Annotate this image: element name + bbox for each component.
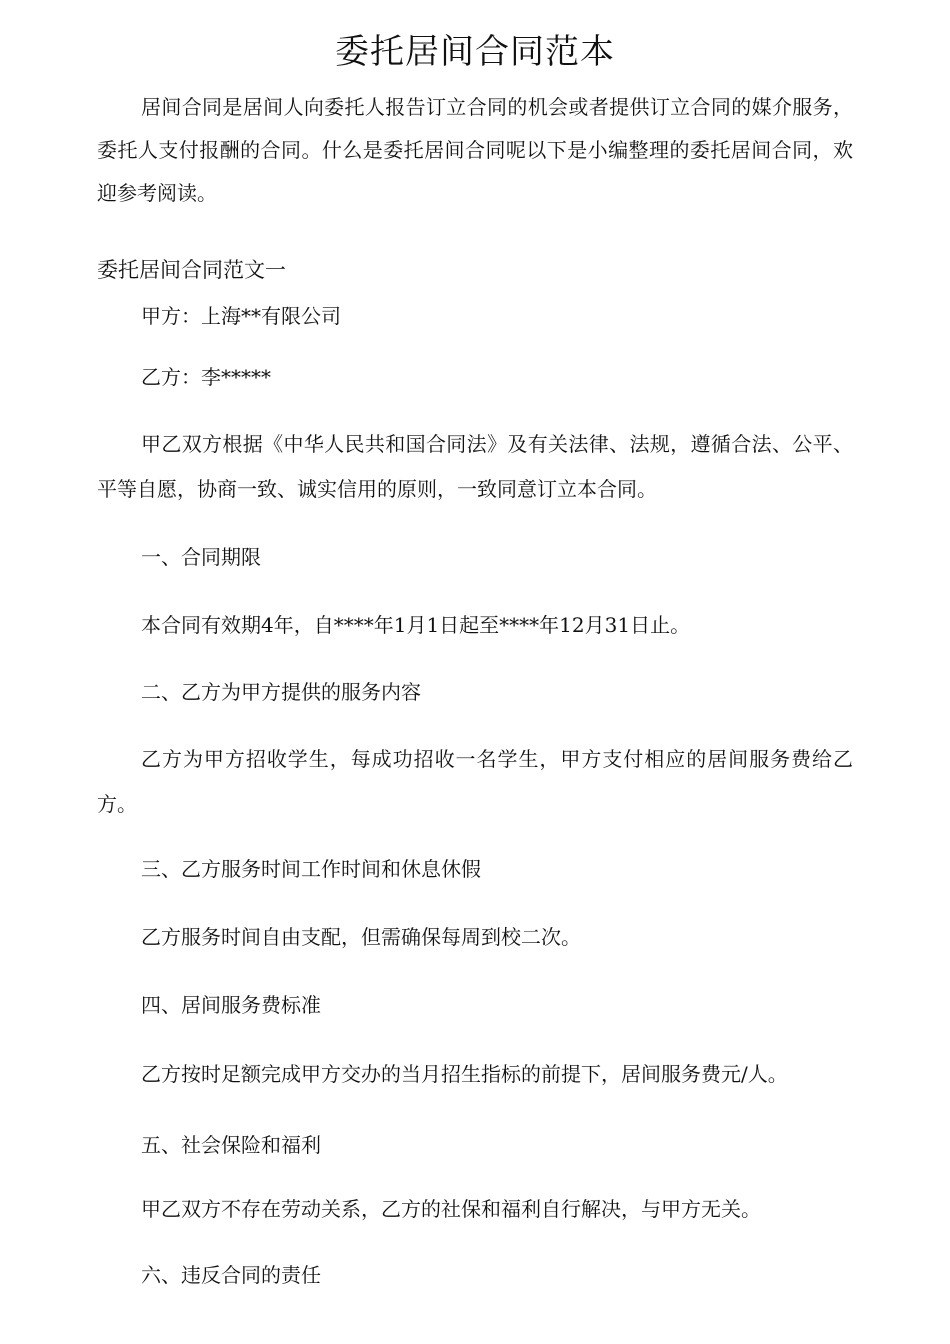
clause-3-body: 乙方服务时间自由支配，但需确保每周到校二次。 — [141, 925, 581, 949]
party-a-line: 甲方：上海**有限公司 — [141, 304, 341, 328]
clause-2-heading: 二、乙方为甲方提供的服务内容 — [141, 680, 421, 704]
clause-3-heading: 三、乙方服务时间工作时间和休息休假 — [141, 857, 481, 881]
preamble-paragraph: 甲乙双方根据《中华人民共和国合同法》及有关法律、法规，遵循合法、公平、平等自愿，协商一致、诚实信用的原则，一致同意订立本合同。 — [97, 432, 853, 501]
clause-4-body: 乙方按时足额完成甲方交办的当月招生指标的前提下，居间服务费元/人。 — [141, 1062, 788, 1086]
intro-paragraph: 居间合同是居间人向委托人报告订立合同的机会或者提供订立合同的媒介服务，委托人支付报酬的合同。什么是委托居间合同呢以下是小编整理的委托居间合同，欢迎参考阅读。 — [97, 95, 853, 205]
clause-2-body: 乙方为甲方招收学生，每成功招收一名学生，甲方支付相应的居间服务费给乙方。 — [97, 747, 853, 816]
clause-4-heading: 四、居间服务费标准 — [141, 993, 321, 1017]
clause-5-heading: 五、社会保险和福利 — [141, 1133, 321, 1157]
clause-5-body: 甲乙双方不存在劳动关系，乙方的社保和福利自行解决，与甲方无关。 — [141, 1197, 761, 1221]
clause-6-heading: 六、违反合同的责任 — [141, 1263, 321, 1287]
section-heading: 委托居间合同范文一 — [97, 258, 286, 282]
document-title: 委托居间合同范本 — [335, 32, 615, 72]
party-b-line: 乙方：李***** — [141, 365, 271, 389]
clause-1-heading: 一、合同期限 — [141, 545, 261, 569]
clause-1-body: 本合同有效期4年，自****年1月1日起至****年12月31日止。 — [141, 613, 691, 637]
